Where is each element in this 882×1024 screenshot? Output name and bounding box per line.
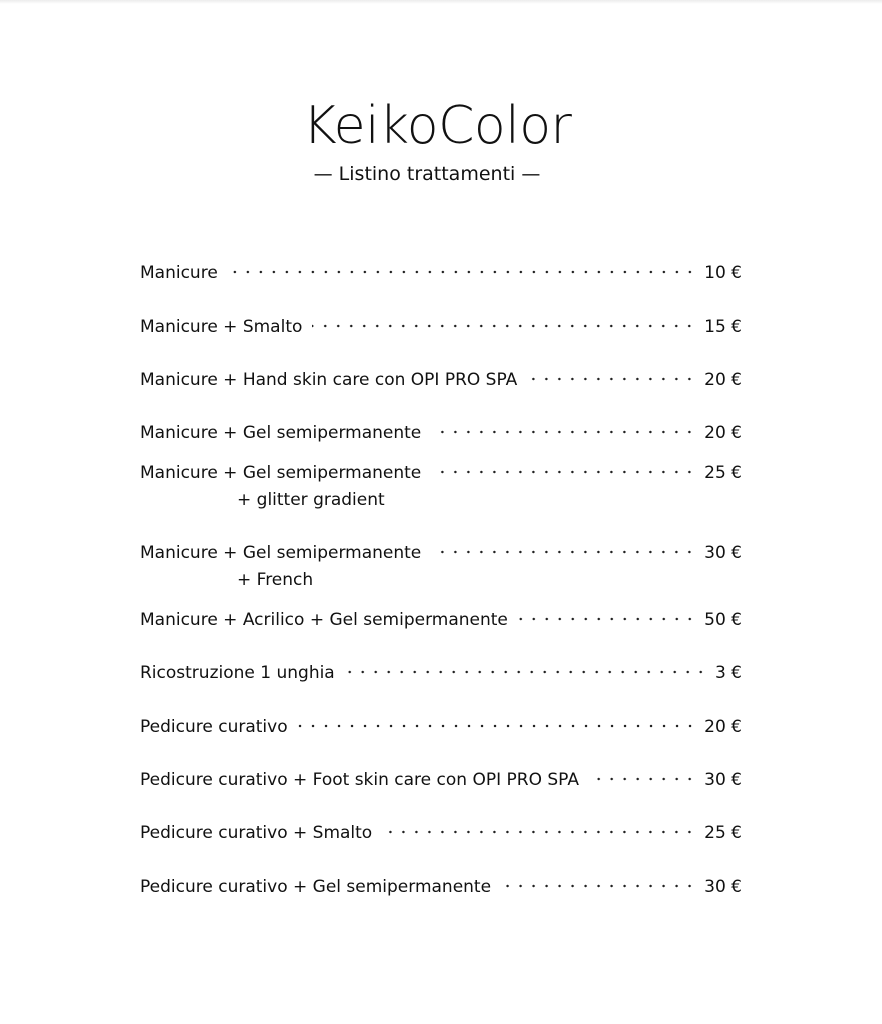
- dot-leader: [431, 550, 696, 554]
- price-row: [140, 369, 742, 391]
- dot-leader: [382, 830, 696, 834]
- price-row: [140, 316, 742, 338]
- treatment-name: Manicure + Gel semipermanente: [140, 423, 422, 443]
- treatment-detail: + glitter gradient: [237, 490, 385, 510]
- treatment-name: Ricostruzione 1 unghia: [140, 663, 335, 683]
- price-row: [140, 422, 742, 444]
- price-row: [140, 769, 742, 791]
- treatment-name: Pedicure curativo + Foot skin care con OPI PRO SPA: [140, 770, 579, 790]
- dot-leader: [589, 777, 696, 781]
- treatment-name: Manicure + Smalto: [140, 317, 303, 337]
- dot-leader: [431, 470, 696, 474]
- brand-title: KeikoColor: [302, 96, 572, 156]
- treatment-name: Manicure + Acrilico + Gel semipermanente: [140, 610, 508, 630]
- page-subtitle: — Listino trattamenti —: [313, 163, 541, 185]
- treatment-name: Manicure + Gel semipermanente: [140, 543, 422, 563]
- treatment-detail: + French: [237, 570, 314, 590]
- treatment-name: Manicure + Gel semipermanente: [140, 463, 422, 483]
- treatment-price: 20 €: [704, 370, 742, 390]
- treatment-price: 10 €: [704, 263, 742, 283]
- treatment-name: Pedicure curativo + Smalto: [140, 823, 373, 843]
- treatment-price: 30 €: [704, 770, 742, 790]
- treatment-name: Manicure: [140, 263, 218, 283]
- top-edge-shade: [0, 0, 882, 4]
- treatment-price: 20 €: [704, 717, 742, 737]
- price-row: [140, 662, 742, 684]
- price-row: [140, 876, 742, 898]
- dot-leader: [431, 430, 696, 434]
- dot-leader: [527, 377, 696, 381]
- dot-leader: [345, 670, 707, 674]
- price-row: [140, 609, 742, 631]
- dot-leader: [501, 884, 696, 888]
- treatment-price: 30 €: [704, 543, 742, 563]
- dot-leader: [298, 724, 697, 728]
- treatment-name: Manicure + Hand skin care con OPI PRO SPA: [140, 370, 518, 390]
- price-row: [140, 462, 742, 511]
- treatment-price: 50 €: [704, 610, 742, 630]
- treatment-price: 20 €: [704, 423, 742, 443]
- treatment-price: 25 €: [704, 823, 742, 843]
- price-row: [140, 542, 742, 591]
- treatment-name: Pedicure curativo: [140, 717, 288, 737]
- treatment-price: 30 €: [704, 877, 742, 897]
- treatment-name: Pedicure curativo + Gel semipermanente: [140, 877, 492, 897]
- treatment-price: 3 €: [714, 663, 742, 683]
- price-row: [140, 822, 742, 844]
- price-row: [140, 262, 742, 284]
- dot-leader: [518, 617, 696, 621]
- treatment-price: 15 €: [704, 317, 742, 337]
- dot-leader: [228, 270, 696, 274]
- dot-leader: [312, 324, 696, 328]
- price-row: [140, 716, 742, 738]
- treatment-price: 25 €: [704, 463, 742, 483]
